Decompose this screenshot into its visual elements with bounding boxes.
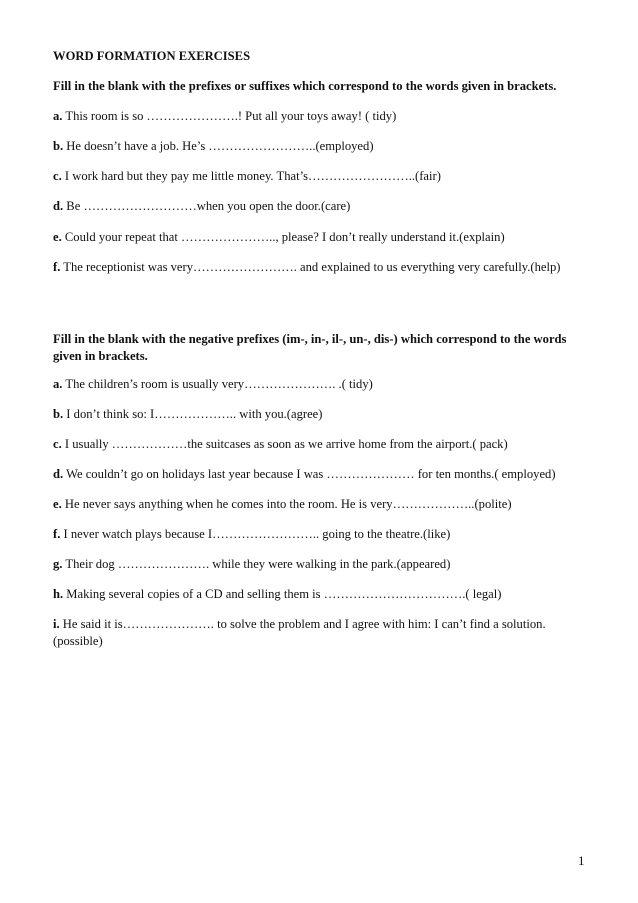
exercise-item	[53, 526, 588, 543]
item-label: c.	[53, 169, 62, 183]
item-text: He said it is…………………. to solve the problem and I agree with him: I can’t find a solution. (possible)	[53, 617, 546, 648]
item-label: b.	[53, 139, 64, 153]
item-label: f.	[53, 260, 61, 274]
item-text: He doesn’t have a job. He’s ……………………..(employed)	[63, 139, 374, 153]
item-label: c.	[53, 437, 62, 451]
section1-instruction: Fill in the blank with the prefixes or suffixes which correspond to the words given in brackets.	[53, 79, 557, 93]
item-label: a.	[53, 377, 63, 391]
item-text: Be ………………………when you open the door.(care)	[63, 199, 351, 213]
document-title: WORD FORMATION EXERCISES	[53, 49, 251, 63]
exercise-item	[53, 259, 588, 276]
item-label: f.	[53, 527, 61, 541]
exercise-item	[53, 168, 588, 185]
exercise-item	[53, 556, 588, 573]
exercise-item	[53, 586, 588, 603]
item-text: We couldn’t go on holidays last year because I was ………………… for ten months.( employed)	[63, 467, 556, 481]
exercise-item	[53, 376, 588, 393]
item-text: Their dog …………………. while they were walking in the park.(appeared)	[62, 557, 451, 571]
item-label: h.	[53, 587, 64, 601]
exercise-item	[53, 108, 588, 125]
item-text: I never watch plays because I…………………….. going to the theatre.(like)	[60, 527, 451, 541]
item-label: d.	[53, 199, 64, 213]
item-label: e.	[53, 230, 62, 244]
exercise-item	[53, 138, 588, 155]
item-text: I work hard but they pay me little money. That’s……………………..(fair)	[61, 169, 441, 183]
exercise-item	[53, 198, 588, 215]
item-text: This room is so ………………….! Put all your toys away! ( tidy)	[62, 109, 397, 123]
item-label: b.	[53, 407, 64, 421]
item-label: i.	[53, 617, 60, 631]
item-label: a.	[53, 109, 63, 123]
item-label: g.	[53, 557, 63, 571]
item-text: I usually ………………the suitcases as soon as we arrive home from the airport.( pack)	[61, 437, 508, 451]
exercise-item	[53, 616, 588, 650]
item-text: Could your repeat that ………………….., please? I don’t really understand it.(explain)	[61, 230, 505, 244]
section2-instruction: Fill in the blank with the negative prefixes (im-, in-, il-, un-, dis-) which correspond to the words given in brackets.	[53, 332, 567, 363]
item-text: The receptionist was very……………………. and explained to us everything very carefully.(help)	[60, 260, 561, 274]
exercise-item	[53, 496, 588, 513]
exercise-item	[53, 229, 588, 246]
item-label: d.	[53, 467, 64, 481]
item-label: e.	[53, 497, 62, 511]
exercise-item	[53, 466, 588, 483]
item-text: The children’s room is usually very…………………. .( tidy)	[62, 377, 373, 391]
item-text: Making several copies of a CD and selling them is …………………………….( legal)	[63, 587, 502, 601]
exercise-item	[53, 436, 588, 453]
exercise-item	[53, 406, 588, 423]
item-text: He never says anything when he comes into the room. He is very………………..(polite)	[61, 497, 512, 511]
page-number: 1	[578, 853, 585, 868]
item-text: I don’t think so: I……………….. with you.(agree)	[63, 407, 323, 421]
